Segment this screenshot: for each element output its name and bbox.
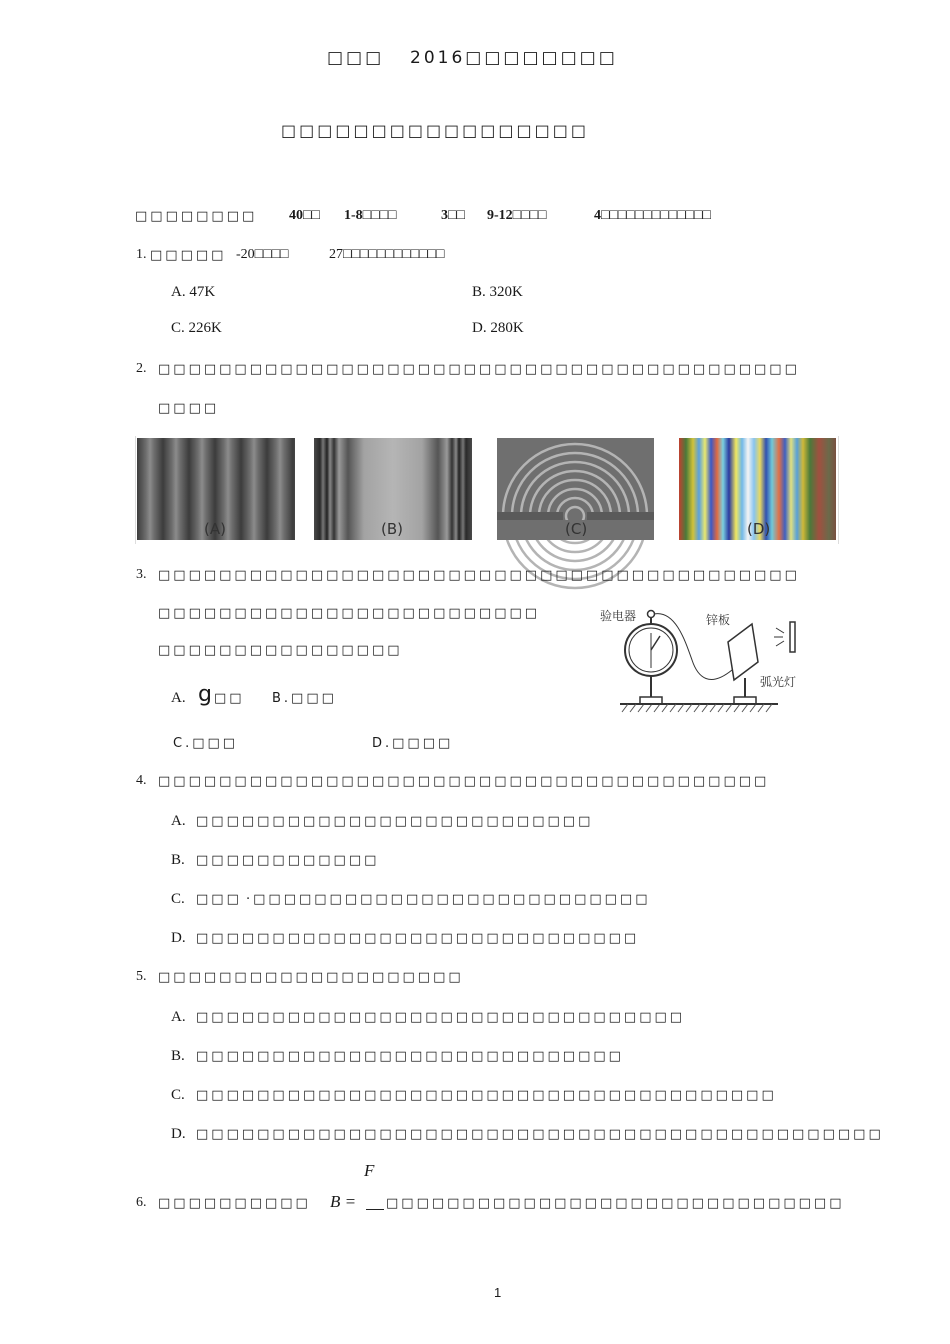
q4-option-a-letter: A. — [171, 813, 186, 829]
q4-option-b-letter: B. — [171, 852, 185, 868]
page-number: 1 — [494, 1285, 502, 1300]
zinc-plate-label: 锌板 — [706, 613, 731, 627]
panel-label-a: (A) — [204, 520, 226, 538]
q4-option-c-text-part1: □□□ — [196, 892, 242, 907]
q4-option-a-text: □□□□□□□□□□□□□□□□□□□□□□□□□□ — [196, 814, 594, 829]
q2-stem-line1: □□□□□□□□□□□□□□□□□□□□□□□□□□□□□□□□□□□□□□□□□□ — [158, 362, 800, 377]
school-name: □□□ — [327, 48, 385, 68]
q3-number: 3. — [136, 567, 147, 582]
q3-option-a-text: □□ — [214, 691, 245, 706]
q6-formula-lhs: B = — [330, 1192, 357, 1211]
q2-stem-line2: □□□□ — [158, 401, 220, 416]
exam-subtitle: □□□□□□□□□□□□□□□□□ — [281, 121, 589, 140]
q4-option-c-letter: C. — [171, 891, 185, 907]
q1-number: 1. — [136, 247, 147, 262]
arc-lamp-label: 弧光灯 — [760, 675, 797, 689]
section-heading-part3: 1-8□□□□ — [344, 208, 397, 223]
photoelectric-apparatus-figure — [580, 600, 797, 720]
q5-number: 5. — [136, 969, 147, 984]
q5-option-d-letter: D. — [171, 1126, 186, 1142]
q3-stem-line2: □□□□□□□□□□□□□□□□□□□□□□□□□ — [158, 606, 541, 621]
q5-option-c-letter: C. — [171, 1087, 185, 1103]
q6-formula-numerator: F — [364, 1161, 375, 1180]
q5-stem: □□□□□□□□□□□□□□□□□□□□ — [158, 970, 464, 985]
q3-stem-line1: □□□□□□□□□□□□□□□□□□□□□□□□□□□□□□□□□□□□□□□□□□ — [158, 568, 800, 583]
q1-text-part1: □□□□□ — [150, 248, 227, 263]
q5-option-b-letter: B. — [171, 1048, 185, 1064]
q1-option-a: A. 47K — [171, 284, 216, 300]
q1-text-part2: -20□□□□ — [236, 247, 289, 262]
panel-label-d: (D) — [747, 520, 771, 538]
panel-label-b: (B) — [381, 520, 403, 538]
q5-option-c-text: □□□□□□□□□□□□□□□□□□□□□□□□□□□□□□□□□□□□□□ — [196, 1088, 777, 1103]
q5-option-b-text: □□□□□□□□□□□□□□□□□□□□□□□□□□□□ — [196, 1049, 624, 1064]
q3-option-a-letter: A. — [171, 690, 186, 706]
q6-number: 6. — [136, 1195, 147, 1210]
q4-stem: □□□□□□□□□□□□□□□□□□□□□□□□□□□□□□□□□□□□□□□□ — [158, 774, 770, 789]
q5-option-a-letter: A. — [171, 1009, 186, 1025]
q6-stem: □□□□□□□□□□ — [158, 1196, 311, 1211]
q3-option-c: C.□□□ — [173, 736, 239, 751]
panel-label-c: (C) — [565, 520, 588, 538]
q1-option-c: C. 226K — [171, 320, 222, 336]
q3-option-d: D.□□□□ — [372, 736, 454, 751]
section-heading-part4: 3□□ — [441, 208, 465, 223]
exam-year-title: 2016□□□□□□□□ — [410, 48, 618, 68]
q3-option-b: B.□□□ — [272, 691, 337, 706]
q3-stem-line3: □□□□□□□□□□□□□□□□ — [158, 643, 403, 658]
section-heading-part1: □□□□□□□□ — [135, 209, 258, 224]
q4-option-b-text: □□□□□□□□□□□□ — [196, 853, 380, 868]
q4-number: 4. — [136, 773, 147, 788]
q1-text-part3: 27□□□□□□□□□□□□ — [329, 247, 445, 262]
section-heading-part6: 4□□□□□□□□□□□□□ — [594, 208, 711, 223]
q4-option-d-letter: D. — [171, 930, 186, 946]
q5-option-a-text: □□□□□□□□□□□□□□□□□□□□□□□□□□□□□□□□ — [196, 1010, 686, 1025]
q6-fraction-bar — [366, 1209, 384, 1210]
q4-option-d-text: □□□□□□□□□□□□□□□□□□□□□□□□□□□□□ — [196, 931, 640, 946]
section-heading-part5: 9-12□□□□ — [487, 208, 547, 223]
q2-number: 2. — [136, 361, 147, 376]
section-heading-part2: 40□□ — [289, 208, 320, 223]
q5-option-d-text: □□□□□□□□□□□□□□□□□□□□□□□□□□□□□□□□□□□□□□□□□□□□□ — [196, 1127, 884, 1142]
q1-option-d: D. 280K — [472, 320, 524, 336]
q6-stem-rest: □□□□□□□□□□□□□□□□□□□□□□□□□□□□□□ — [386, 1196, 845, 1211]
electroscope-label: 验电器 — [600, 609, 637, 623]
q4-option-c-text-part2: ·□□□□□□□□□□□□□□□□□□□□□□□□□□ — [246, 892, 651, 907]
q1-option-b: B. 320K — [472, 284, 523, 300]
q3-option-a-glyph: g — [198, 682, 212, 707]
